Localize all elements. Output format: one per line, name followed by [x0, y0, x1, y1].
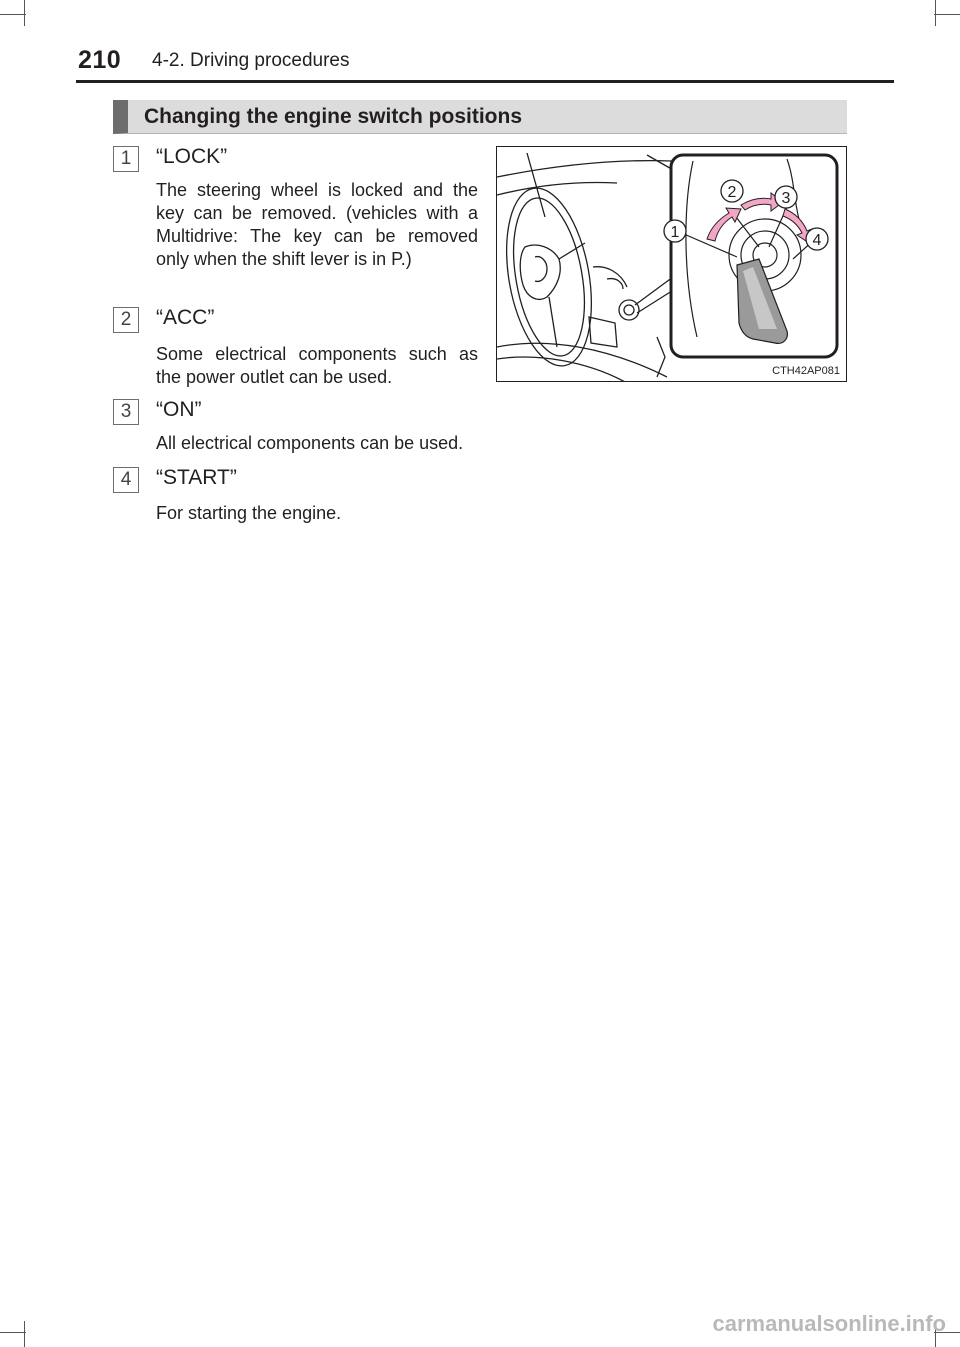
item-title: “ACC”	[156, 306, 215, 329]
item-number-badge: 3	[113, 399, 139, 425]
callout-2: 2	[727, 184, 737, 201]
item-description: For starting the engine.	[156, 503, 342, 523]
crop-mark	[24, 0, 25, 26]
crop-mark	[0, 14, 26, 15]
dashboard-drawing	[497, 147, 847, 382]
section-heading-bar	[113, 100, 847, 134]
crop-mark	[935, 0, 936, 26]
item-number-badge: 4	[113, 467, 139, 493]
item-description: Some electrical components such as the power outlet can be used.	[156, 344, 478, 387]
watermark: carmanualsonline.info	[712, 1311, 946, 1336]
callout-4: 4	[812, 232, 822, 249]
crop-mark	[24, 1321, 25, 1347]
ignition-illustration	[496, 146, 847, 382]
chapter-title: 4-2. Driving procedures	[152, 50, 350, 71]
section-title: Changing the engine switch positions	[144, 105, 523, 128]
crop-mark	[934, 14, 960, 15]
item-number-badge: 2	[113, 307, 139, 333]
item-title: “LOCK”	[156, 145, 228, 168]
item-title: “START”	[156, 466, 237, 489]
page-number: 210	[78, 46, 122, 74]
callout-3: 3	[781, 190, 791, 207]
header-rule	[76, 80, 894, 83]
item-title: “ON”	[156, 398, 202, 421]
item-description: All electrical components can be used.	[156, 433, 464, 453]
item-number-badge: 1	[113, 146, 139, 172]
callout-1: 1	[670, 224, 680, 241]
item-description: The steering wheel is locked and the key can be removed. (vehicles with a Multidrive: The key can be removed only when the shift lever is in P.)	[156, 180, 478, 269]
figure-code: CTH42AP081	[772, 365, 840, 377]
crop-mark	[0, 1332, 26, 1333]
